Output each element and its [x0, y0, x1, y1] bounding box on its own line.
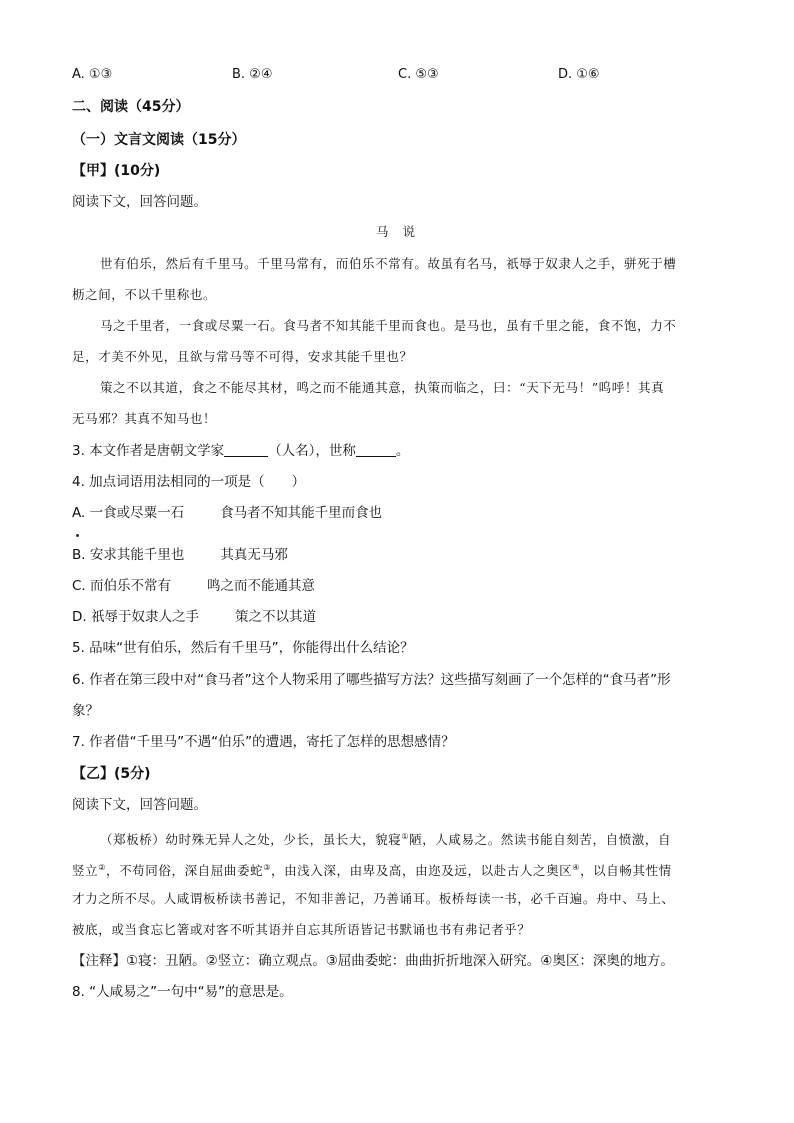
question-7: 7. 作者借“千里马”不遇“伯乐”的遭遇，寄托了怎样的思想感情？: [72, 734, 455, 750]
question-4-option-a: A. 一食或尽粟一石 食马者不知其能千里而食也: [72, 505, 383, 521]
question-3: 3. 本文作者是唐朝文学家 （人名），世称 。: [72, 443, 410, 459]
question-6-line2: 象？: [72, 703, 99, 719]
emphasis-dot: [76, 534, 79, 537]
question-5: 5. 品味“世有伯乐，然后有千里马”，你能得出什么结论？: [72, 640, 414, 656]
passage-yi-line3: 才力之所不尽。人咸谓板桥读书善记，不知非善记，乃善诵耳。板桥每读一书，必千百遍。舟中、马上、: [72, 891, 675, 906]
question-6-line1: 6. 作者在第三段中对“食马者”这个人物采用了哪些描写方法？这些描写刻画了一个怎样的“食马者”形: [72, 672, 671, 688]
option-d: D. ①⑥: [558, 67, 600, 82]
note-ref-2: ②: [98, 863, 106, 872]
answer-blank-author[interactable]: [224, 442, 268, 457]
passage-jia-p2-line1: 马之千里者，一食或尽粟一石。食马者不知其能千里而食也。是马也，虽有千里之能，食不饱，力不: [100, 318, 677, 333]
question-4-option-d: D. 祇辱于奴隶人之手 策之不以其道: [72, 609, 316, 625]
passage-yi-line4: 被底，或当食忘匕箸或对客不听其语并自忘其所语皆记书默诵也书有弗记者乎？: [72, 922, 531, 937]
note-ref-4: ④: [572, 863, 581, 872]
passage-title: 马说: [376, 224, 430, 239]
passage-yi-label: 【乙】(5分): [72, 766, 151, 782]
question-8: 8. “人咸易之”一句中“易”的意思是。: [72, 984, 293, 1000]
question-4-option-b: B. 安求其能千里也 其真无马邪: [72, 547, 288, 563]
question-4-stem: 4. 加点词语用法相同的一项是（ ）: [72, 474, 306, 490]
passage-jia-p2-line2: 足，才美不外见，且欲与常马等不可得，安求其能千里也？: [72, 349, 413, 364]
option-a: A. ①③: [72, 67, 113, 82]
annotation-notes: 【注释】①寝：丑陋。②竖立：确立观点。③屈曲委蛇：曲曲折折地深入研究。④奥区：深奥的地方。: [72, 953, 674, 969]
option-b: B. ②④: [232, 67, 273, 82]
note-ref-3: ③: [263, 863, 271, 872]
answer-blank-title[interactable]: [356, 442, 396, 457]
passage-jia-p3-line2: 无马邪？其真不知马也！: [72, 411, 217, 426]
section-heading: 二、阅读（45分）: [72, 99, 190, 115]
instruction-yi: 阅读下文，回答问题。: [72, 797, 207, 813]
instruction-jia: 阅读下文，回答问题。: [72, 194, 207, 210]
passage-yi-line1: （郑板桥）幼时殊无异人之处，少长，虽长大，貌寝①陋，人咸易之。然读书能自刻苦，自愤激，自: [100, 832, 672, 848]
passage-jia-label: 【甲】(10分): [72, 163, 161, 179]
passage-jia-p1-line1: 世有伯乐，然后有千里马。千里马常有，而伯乐不常有。故虽有名马，祇辱于奴隶人之手，骈死于槽: [100, 256, 677, 271]
subsection-heading: （一）文言文阅读（15分）: [72, 132, 246, 148]
passage-jia-p1-line2: 枥之间，不以千里称也。: [72, 287, 217, 302]
passage-jia-p3-line1: 策之不以其道，食之不能尽其材，鸣之而不能通其意，执策而临之，曰：“天下无马！”呜呼！其真: [100, 380, 665, 395]
note-ref-1: ①: [401, 832, 410, 841]
passage-yi-line2: 竖立②，不苟同俗，深自屈曲委蛇③，由浅入深，由卑及高，由迩及远，以赴古人之奥区④，以自畅其性情: [72, 863, 672, 879]
option-c: C. ⑤③: [398, 67, 439, 82]
question-4-option-c: C. 而伯乐不常有 鸣之而不能通其意: [72, 578, 316, 594]
